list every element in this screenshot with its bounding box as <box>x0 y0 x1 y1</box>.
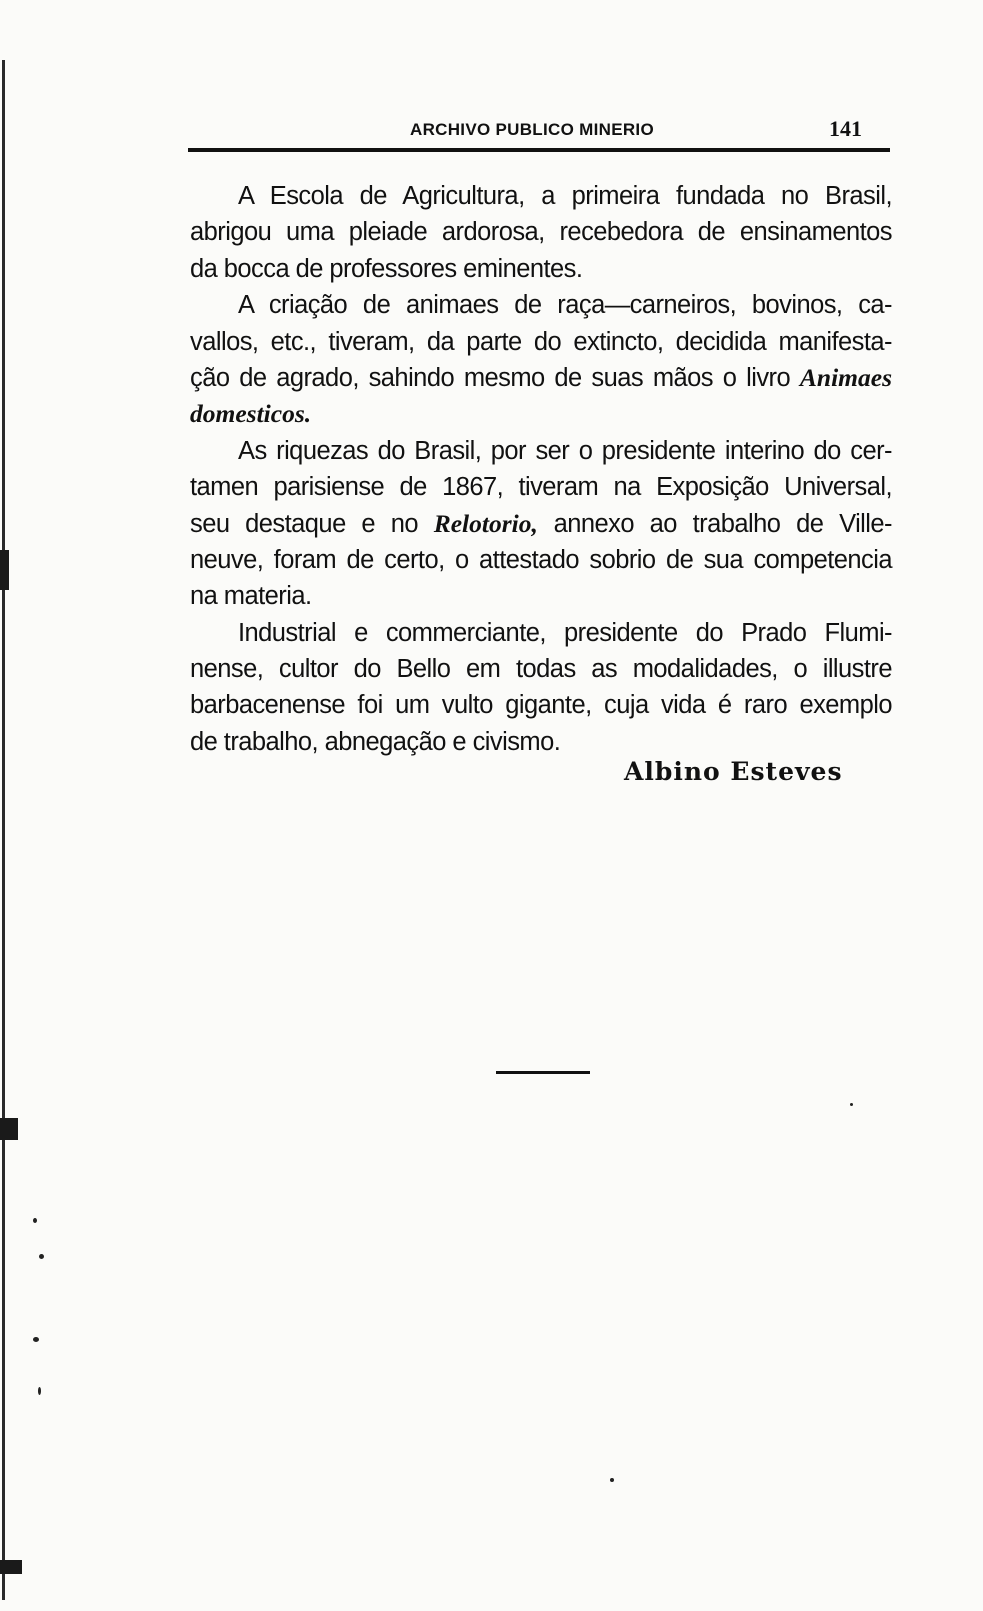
text-line: vallos, etc., tiveram, da parte do extincto, decidida manifesta- <box>190 327 892 356</box>
scan-speck <box>38 1387 41 1395</box>
text-line: barbacenense foi um vulto gigante, cuja vida é raro exemplo <box>190 691 892 720</box>
edge-mark <box>0 550 9 590</box>
header-rule <box>188 148 890 152</box>
page-header <box>190 116 890 146</box>
text-line: neuve, foram de certo, o attestado sobrio de sua competencia <box>190 545 892 574</box>
italic-title: Animaes <box>799 362 892 392</box>
text-line: da bocca de professores eminentes. <box>190 254 583 283</box>
text-line-italic: domesticos. <box>190 399 312 429</box>
text-line: nense, cultor do Bello em todas as modalidades, o illustre <box>190 655 892 684</box>
end-rule <box>496 1071 590 1074</box>
scan-speck <box>33 1337 39 1342</box>
text-fragment: ção de agrado, sahindo mesmo de suas mãos o livro <box>190 363 791 392</box>
text-line: na materia. <box>190 582 312 611</box>
scan-left-edge <box>0 40 10 1611</box>
text-line: de trabalho, abnegação e civismo. <box>190 727 561 756</box>
edge-mark <box>0 1118 18 1140</box>
text-line-mixed <box>190 506 892 542</box>
scan-speck <box>33 1218 37 1223</box>
edge-line <box>2 60 5 1600</box>
article-body <box>190 178 892 760</box>
text-fragment: annexo ao trabalho de Ville- <box>553 509 892 538</box>
text-line: Industrial e commerciante, presidente do Prado Flumi- <box>238 618 892 647</box>
scan-speck <box>610 1478 614 1482</box>
text-line: tamen parisiense de 1867, tiveram na Exposição Universal, <box>190 473 892 502</box>
running-title: ARCHIVO PUBLICO MINERIO <box>410 120 654 139</box>
italic-title: Relotorio, <box>433 508 538 538</box>
edge-mark <box>0 1560 22 1574</box>
text-line-mixed <box>190 360 892 396</box>
scan-speck <box>850 1103 853 1106</box>
author-signature: Albino Esteves <box>624 757 843 786</box>
text-line: A criação de animaes de raça—carneiros, bovinos, ca- <box>238 291 892 320</box>
page-number: 141 <box>829 116 862 141</box>
text-fragment: seu destaque e no <box>190 509 419 538</box>
scan-speck <box>39 1254 44 1259</box>
text-line: abrigou uma pleiade ardorosa, recebedora de ensinamentos <box>190 218 892 247</box>
text-line: A Escola de Agricultura, a primeira fundada no Brasil, <box>238 182 892 210</box>
text-line: As riquezas do Brasil, por ser o presidente interino do cer- <box>238 436 892 465</box>
